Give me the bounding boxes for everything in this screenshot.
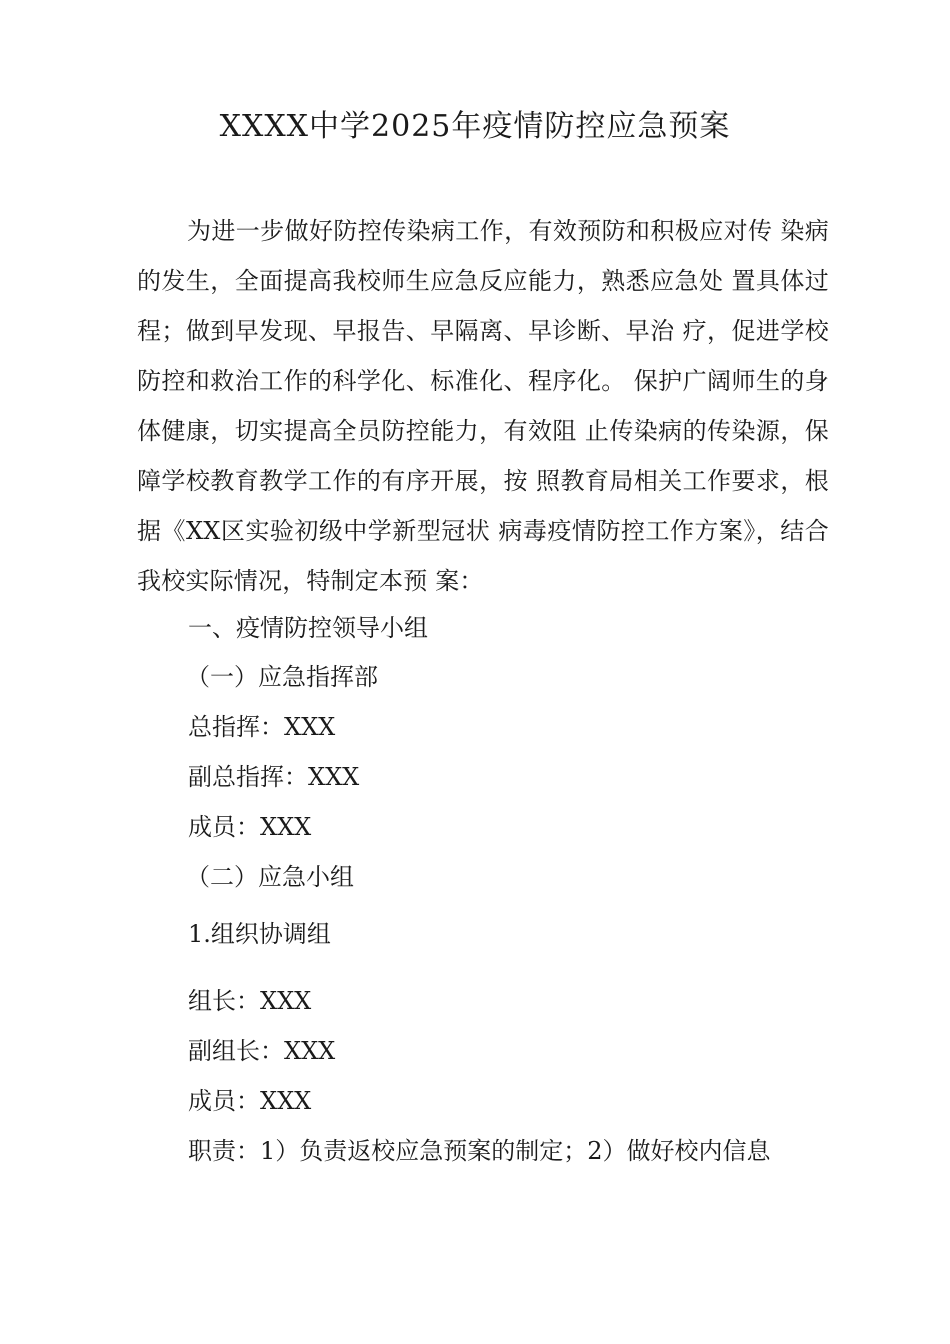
deputy-group-leader-line: 副组长：XXX (188, 1037, 336, 1065)
commander-line: 总指挥：XXX (188, 713, 336, 741)
intro-paragraph: 为进一步做好防控传染病工作，有效预防和积极应对传 染病的发生，全面提高我校师生应急反应能力，熟悉应急处 置具体过程；做到早发现、早报告、早隔离、早诊断、早治 疗，促进学校防控和救治工作的科学化、标准化、程序化。 保护广阔师生的身体健康，切实提高全员防控能力，有效阻 止传染病的传染源，保障学校教育教学工作的有序开展，按 照教育局相关工作要求，根据《XX区实验初级中学新型冠状 病毒疫情防控工作方案》，结合我校实际情况，特制定本预 案： (137, 217, 829, 595)
deputy-commander-line: 副总指挥：XXX (188, 763, 360, 791)
group-members-line: 成员：XXX (188, 1087, 312, 1115)
duties-line: 职责：1）负责返校应急预案的制定；2）做好校内信息 (188, 1137, 771, 1165)
section-heading: 一、疫情防控领导小组 (188, 614, 428, 642)
document-title: XXXX中学2025年疫情防控应急预案 (219, 109, 731, 144)
members-line: 成员：XXX (188, 813, 312, 841)
subsection-heading: （一）应急指挥部 (186, 663, 378, 691)
subsection-heading: （二）应急小组 (186, 863, 354, 891)
group-heading: 1.组织协调组 (188, 920, 331, 948)
group-leader-line: 组长：XXX (188, 987, 312, 1015)
